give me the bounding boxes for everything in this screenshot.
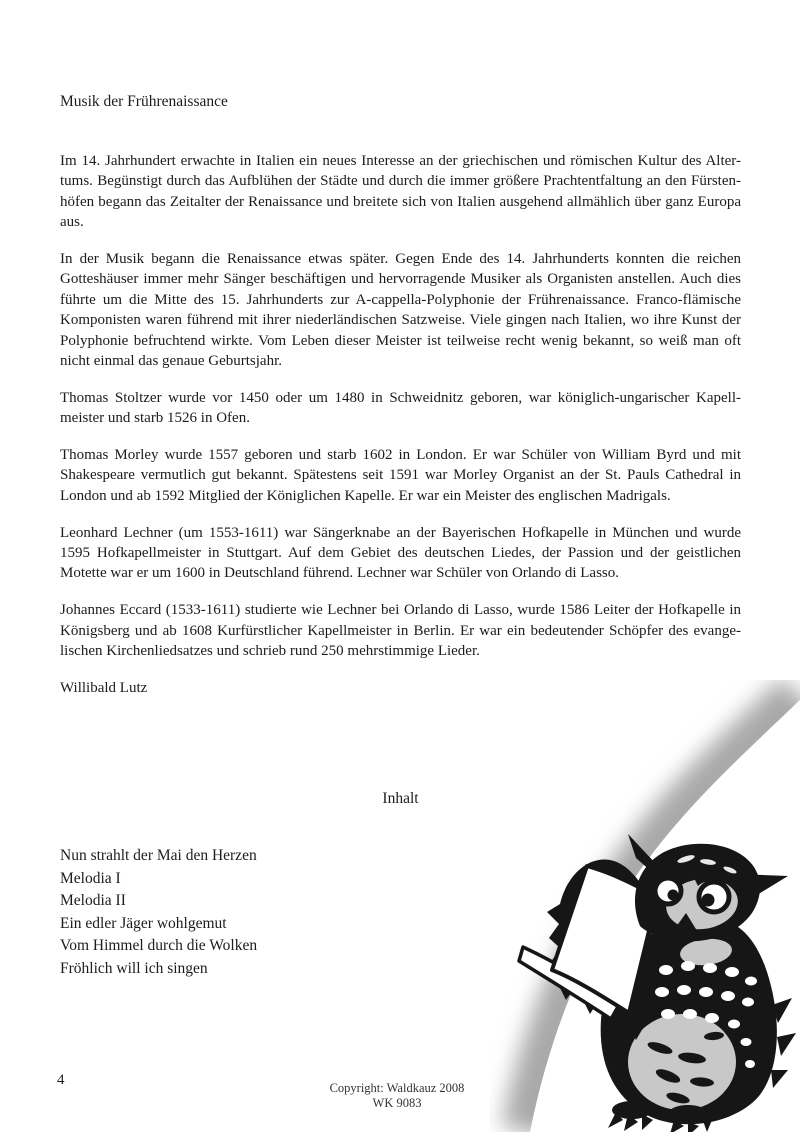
- contents-item: Ein edler Jäger wohlgemut: [60, 914, 227, 932]
- owl-illustration: [490, 680, 800, 1132]
- paragraph: [60, 151, 741, 233]
- paragraph: [60, 523, 741, 584]
- text-line: Leonhard Lechner (um 1553-1611) war Sängerknabe an der Bayerischen Hofkapelle in München und wurde: [60, 524, 741, 541]
- page-number: 4: [57, 1072, 65, 1088]
- text-line: Im 14. Jahrhundert erwachte in Italien ein neues Interesse an der griechischen und römischen Kultur des Alter-: [60, 153, 741, 169]
- text-line: tums. Begünstigt durch das Aufblühen der Städte und durch die immer größere Prachtentfaltung an den Fürsten-: [60, 173, 741, 190]
- text-line: Shakespeare vermutlich gut bekannt. Spätestens seit 1591 war Morley Organist an der St. Pauls Cathedral in: [60, 467, 741, 484]
- copyright-line: Copyright: Waldkauz 2008: [329, 1081, 465, 1095]
- contents-heading: Inhalt: [382, 790, 419, 807]
- page-title: Musik der Frührenaissance: [60, 93, 228, 110]
- text-line: Johannes Eccard (1533-1611) studierte wie Lechner bei Orlando di Lasso, wurde 1586 Leiter der Hofkapelle in: [60, 602, 741, 619]
- text-line: nicht einmal das genaue Geburtsjahr.: [60, 353, 283, 370]
- text-line: Thomas Morley wurde 1557 geboren und starb 1602 in London. Er war Schüler von William Byrd und mit: [60, 447, 741, 464]
- contents-item: Fröhlich will ich singen: [60, 959, 208, 977]
- text-line: Motette war er um 1600 in Deutschland führend. Lechner war Schüler von Orlando di Lasso.: [60, 565, 620, 582]
- text-line: Königsberg und ab 1608 Kurfürstlicher Kapellmeister in Berlin. Er war ein bedeutender Schöpfer des evange-: [60, 622, 741, 639]
- copyright: [60, 1081, 734, 1110]
- paragraph: [60, 600, 741, 661]
- text-line: Komponisten waren führend mit ihrer niederländischen Satzweise. Viele gingen nach Italien, wo ihre Kunst der: [60, 312, 741, 329]
- contents-item: Melodia I: [60, 869, 121, 887]
- contents-item: Melodia II: [60, 892, 126, 910]
- text-line: lischen Kirchenliedsatzes und schrieb rund 250 mehrstimmige Lieder.: [60, 643, 480, 660]
- paragraph: [60, 445, 741, 506]
- text-line: führte um die Mitte des 15. Jahrhunderts zur A-cappella-Polyphonie der Frührenaissance. Franco-flämische: [60, 291, 741, 308]
- text-line: aus.: [60, 214, 84, 231]
- text-line: London und ab 1592 Mitglied der Königlichen Kapelle. Er war ein Meister des englischen Madrigals.: [60, 487, 671, 504]
- text-line: Thomas Stoltzer wurde vor 1450 oder um 1480 in Schweidnitz geboren, war königlich-ungarischer Kapell-: [60, 389, 741, 406]
- text-line: höfen begann das Zeitalter der Renaissance und breitete sich von Italien ausgehend allmählich über ganz Europa: [60, 193, 741, 210]
- paragraph: [60, 249, 741, 371]
- text-line: meister und starb 1526 in Ofen.: [60, 410, 250, 427]
- text-line: Gotteshäuser immer mehr Sänger beschäftigen und hervorragende Musiker als Organisten anstellen. Auch dies: [60, 271, 741, 288]
- paragraph: [60, 388, 741, 429]
- author-signature: Willibald Lutz: [60, 679, 148, 696]
- text-line: Polyphonie befruchtend wirkte. Vom Leben dieser Meister ist teilweise recht wenig bekannt, so weiß man oft: [60, 332, 741, 349]
- contents-list: [60, 845, 257, 981]
- body-text: [60, 151, 741, 698]
- text-line: In der Musik begann die Renaissance etwas später. Gegen Ende des 14. Jahrhunderts konnten die reichen: [60, 251, 741, 268]
- catalog-number: WK 9083: [372, 1095, 422, 1110]
- contents-item: Vom Himmel durch die Wolken: [60, 937, 258, 955]
- contents-item: Nun strahlt der Mai den Herzen: [60, 847, 257, 864]
- text-line: 1595 Hofkapellmeister in Stuttgart. Auf dem Gebiet des deutschen Liedes, der Passion und der geistlichen: [60, 545, 741, 562]
